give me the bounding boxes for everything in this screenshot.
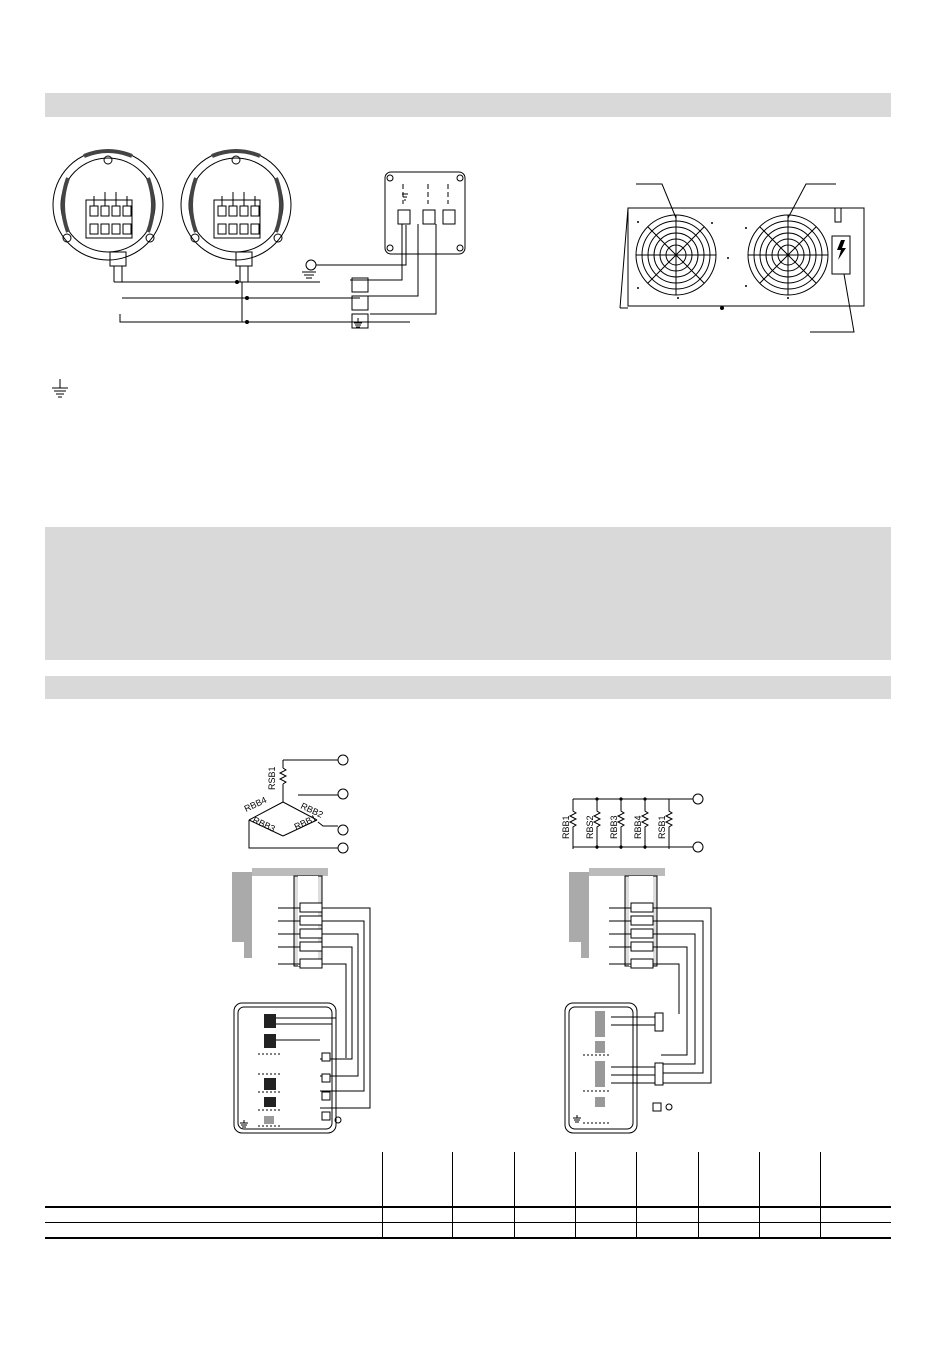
motor-terminal-box-1	[53, 150, 163, 282]
heater-wiring-diagram-right	[555, 785, 735, 1145]
resistor-label-rbb3: RBB3	[251, 814, 277, 834]
resistor-label-rsb1: RSB1	[657, 815, 667, 839]
junction-box	[385, 172, 465, 254]
resistor-label-rbb1: RBB1	[292, 812, 319, 832]
heater-wiring-diagram-left	[218, 748, 398, 1143]
unit-cooler-front-view	[618, 178, 868, 338]
resistor-label-rsb1: RSB1	[267, 766, 277, 790]
table-row	[45, 1207, 891, 1223]
resistor-label-rbb1: RBB1	[561, 815, 571, 839]
spec-table	[45, 1152, 891, 1239]
resistor-label-rbb4: RBB4	[633, 815, 643, 839]
resistor-label-rbb4: RBB4	[242, 794, 269, 814]
table-header-row	[45, 1152, 891, 1207]
resistor-label-rbb2: RBB2	[299, 800, 325, 820]
section-band-defrost	[45, 676, 891, 699]
high-voltage-icon	[837, 240, 846, 260]
motor-terminal-box-2	[181, 150, 291, 282]
table-row	[45, 1223, 891, 1239]
resistor-label-rbs2: RBS2	[585, 815, 595, 839]
note-panel	[45, 527, 891, 660]
motor-wiring-diagram	[40, 148, 480, 338]
resistor-label-rbb3: RBB3	[609, 815, 619, 839]
fan-2	[748, 215, 828, 295]
fan-1	[636, 215, 716, 295]
earth-ground-icon	[50, 378, 70, 400]
section-band-top	[45, 93, 891, 117]
